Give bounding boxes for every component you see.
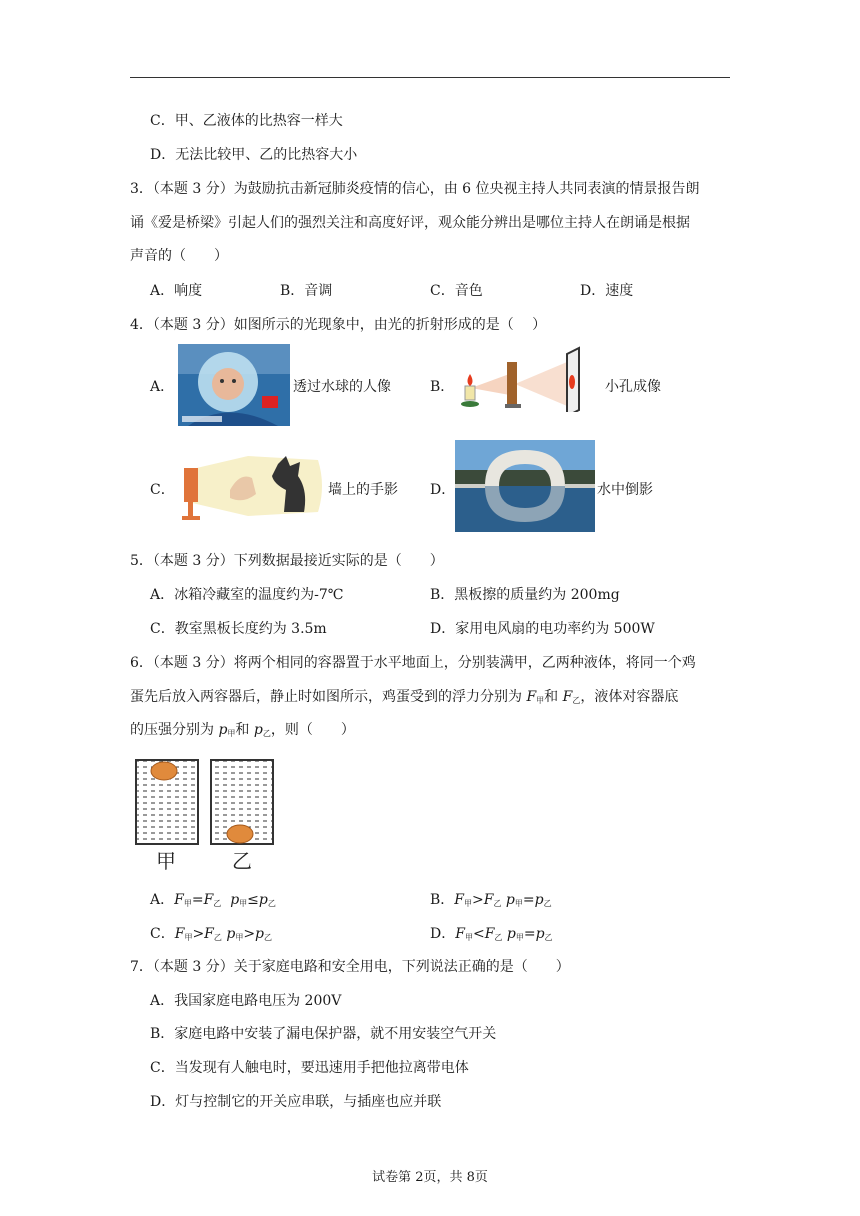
q7-option-a: A．我国家庭电路电压为 200V — [150, 993, 342, 1009]
q5-option-a: A．冰箱冷藏室的温度约为-7℃ — [150, 587, 344, 603]
q4-option-a-label: A． — [150, 379, 175, 395]
page-footer: 试卷第 2页，共 8页 — [372, 1170, 488, 1185]
q3-option-c: C．音色 — [430, 283, 483, 299]
q3-option-b: B．音调 — [280, 283, 333, 299]
q7-stem: 7．（本题 3 分）关于家庭电路和安全用电，下列说法正确的是（ ） — [130, 959, 570, 975]
q5-option-d: D．家用电风扇的电功率约为 500W — [430, 621, 655, 637]
q5-stem: 5．（本题 3 分）下列数据最接近实际的是（ ） — [130, 553, 444, 569]
q3-option-a: A．响度 — [150, 283, 203, 299]
q3-option-d: D．速度 — [580, 283, 634, 299]
q5-option-c: C．教室黑板长度约为 3.5m — [150, 621, 327, 637]
q3-stem-line1: 3．（本题 3 分）为鼓励抗击新冠肺炎疫情的信心，由 6 位央视主持人共同表演的情景报告朗 — [130, 181, 700, 197]
q7-option-d: D．灯与控制它的开关应串联，与插座也应并联 — [150, 1094, 442, 1110]
q4-option-b-text: 小孔成像 — [605, 379, 661, 395]
q7-option-c: C．当发现有人触电时，要迅速用手把他拉离带电体 — [150, 1060, 469, 1076]
q3-stem-line3: 声音的（ ） — [130, 248, 228, 264]
q4-option-b-label: B． — [430, 379, 455, 395]
q4-option-d-label: D． — [430, 482, 456, 498]
q6-stem-line2: 蛋先后放入两容器后，静止时如图所示，鸡蛋受到的浮力分别为 $F_甲$和 $F_乙$，液体对容器底 — [130, 689, 679, 705]
hand-shadow-image — [178, 450, 326, 522]
two-containers-egg-figure — [134, 758, 279, 874]
water-ball-astronaut-image — [178, 344, 290, 426]
q3-stem-line2: 诵《爱是桥梁》引起人们的强烈关注和高度好评，观众能分辨出是哪位主持人在朗诵是根据 — [130, 215, 690, 231]
q7-option-b: B．家庭电路中安装了漏电保护器，就不用安装空气开关 — [150, 1026, 497, 1042]
pinhole-camera-image — [455, 344, 600, 412]
q6-stem-line3: 的压强分别为 $p_甲$和 $p_乙$，则（ ） — [130, 722, 355, 738]
bridge-reflection-image — [455, 440, 595, 532]
q4-option-c-text: 墙上的手影 — [328, 482, 398, 498]
q6-stem-line1: 6．（本题 3 分）将两个相同的容器置于水平地面上，分别装满甲，乙两种液体，将同一个鸡 — [130, 655, 696, 671]
q6-option-b: B．$F_甲>F_乙$ $p_甲=p_乙$ — [430, 892, 552, 908]
prev-option-d: D．无法比较甲、乙的比热容大小 — [150, 147, 358, 163]
q4-option-c-label: C． — [150, 482, 175, 498]
q4-stem: 4．（本题 3 分）如图所示的光现象中，由光的折射形成的是（ ） — [130, 317, 547, 333]
q5-option-b: B．黑板擦的质量约为 200mg — [430, 587, 620, 603]
q6-option-d: D．$F_甲<F_乙$ $p_甲=p_乙$ — [430, 926, 553, 942]
q6-option-a: A．$F_甲=F_乙$ $p_甲\le p_乙$ — [150, 892, 276, 908]
figure-label-yi: 乙 — [232, 849, 252, 873]
q4-option-d-text: 水中倒影 — [597, 482, 653, 498]
header-rule — [130, 77, 730, 78]
prev-option-c: C．甲、乙液体的比热容一样大 — [150, 113, 343, 129]
q6-option-c: C．$F_甲>F_乙$ $p_甲>p_乙$ — [150, 926, 273, 942]
figure-label-jia: 甲 — [156, 849, 176, 873]
q4-option-a-text: 透过水球的人像 — [293, 379, 391, 395]
